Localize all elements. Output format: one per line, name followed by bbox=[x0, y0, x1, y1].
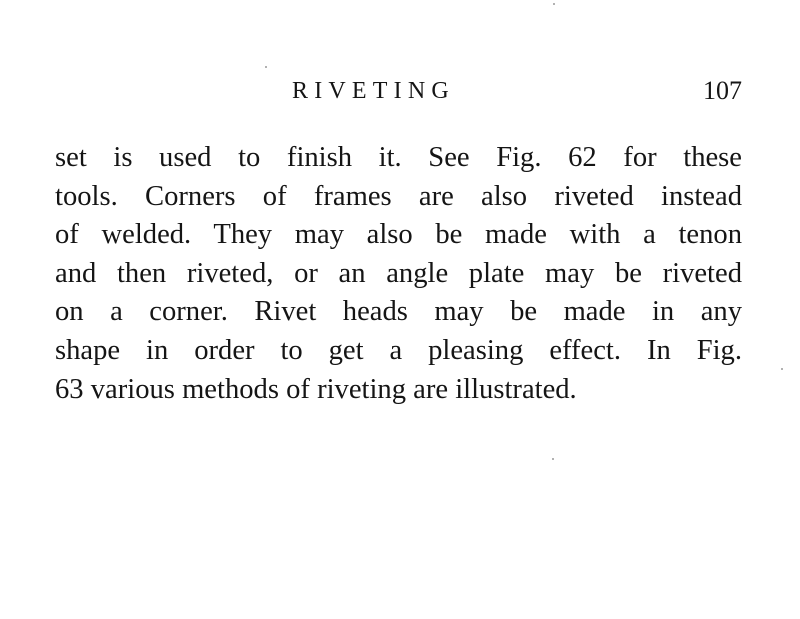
text-line: tools. Corners of frames are also riveted instead bbox=[55, 180, 742, 212]
text-line: and then riveted, or an angle plate may be riveted bbox=[55, 257, 742, 289]
paper-speck bbox=[552, 458, 554, 460]
body-paragraph bbox=[55, 139, 742, 409]
running-head-title: RIVETING bbox=[292, 78, 455, 104]
paper-speck bbox=[781, 368, 783, 370]
paper-speck bbox=[553, 3, 555, 5]
text-line: of welded. They may also be made with a tenon bbox=[55, 219, 742, 251]
text-line: shape in order to get a pleasing effect. In Fig. bbox=[55, 334, 742, 366]
page-number: 107 bbox=[703, 76, 742, 105]
paper-speck bbox=[265, 66, 267, 68]
text-line: 63 various methods of riveting are illustrated. bbox=[55, 373, 577, 405]
text-line: set is used to finish it. See Fig. 62 for these bbox=[55, 142, 742, 173]
text-line: on a corner. Rivet heads may be made in any bbox=[55, 296, 742, 328]
